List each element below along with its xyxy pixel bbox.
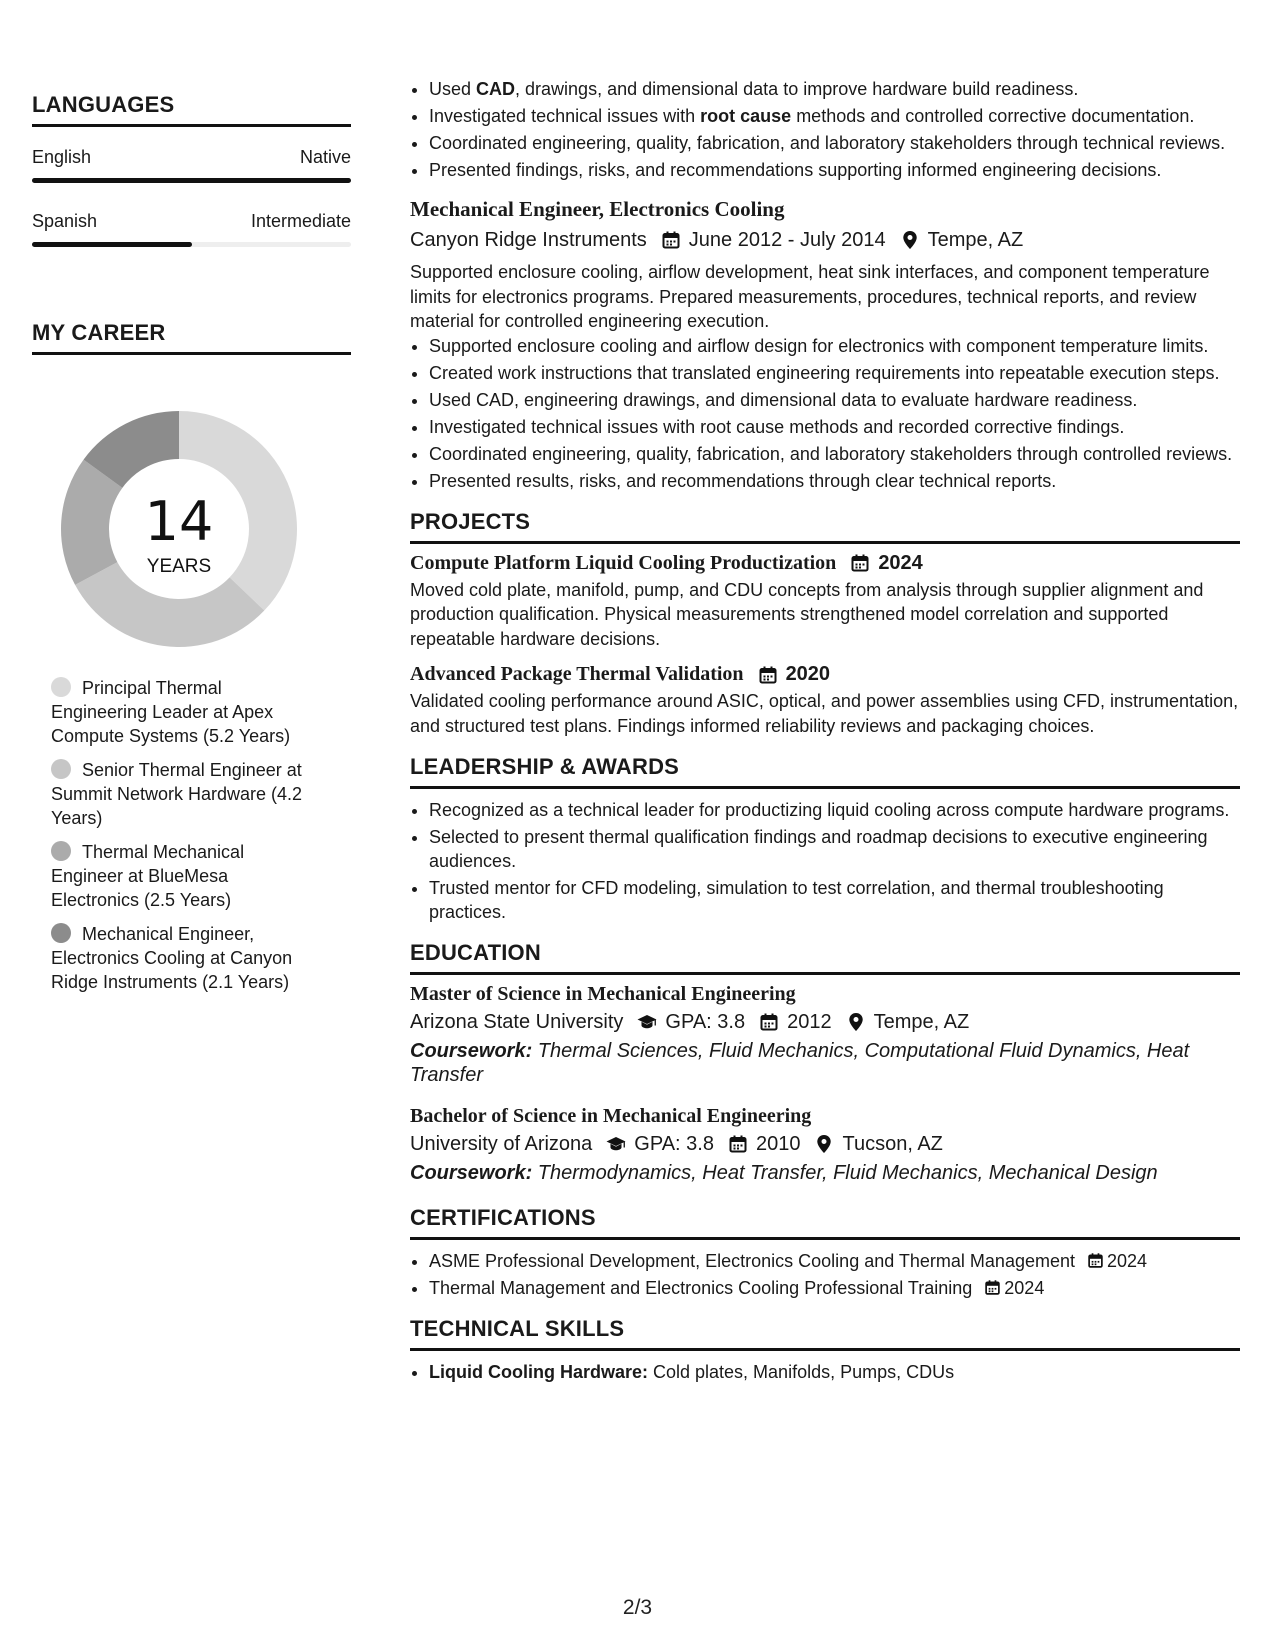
graduation-cap-icon	[637, 1012, 657, 1032]
education-item	[410, 1105, 1240, 1185]
list-item: • Investigated technical issues with root cause methods and recorded corrective findings.	[429, 415, 1240, 439]
project-year: 2020	[785, 663, 831, 685]
degree-title: Master of Science in Mechanical Engineering	[410, 983, 796, 1005]
legend-item	[32, 676, 312, 748]
calendar-icon	[661, 230, 681, 250]
graduation-year: 2010	[755, 1133, 801, 1155]
list-item: • Coordinated engineering, quality, fabrication, and laboratory stakeholders through technical reviews.	[429, 131, 1240, 155]
list-item: • Trusted mentor for CFD modeling, simulation to test correlation, and thermal troubleshooting practices.	[429, 876, 1240, 924]
school-location: Tempe, AZ	[873, 1011, 970, 1033]
career-total-unit: YEARS	[146, 556, 212, 577]
career-section	[32, 320, 351, 355]
education-item	[410, 983, 1240, 1087]
skills-section	[410, 1316, 1240, 1384]
list-item: • Used CAD, engineering drawings, and dimensional data to evaluate hardware readiness.	[429, 388, 1240, 412]
legend-swatch	[51, 759, 71, 779]
languages-section	[32, 92, 351, 247]
list-item: • Supported enclosure cooling and airflow design for electronics with component temperature limits.	[429, 334, 1240, 358]
coursework: Coursework: Thermal Sciences, Fluid Mechanics, Computational Fluid Dynamics, Heat Transfer	[410, 1040, 1190, 1086]
education-title: EDUCATION	[410, 940, 1240, 975]
legend-label: Senior Thermal Engineer at Summit Network Hardware (4.2 Years)	[51, 760, 303, 828]
main-content	[410, 77, 1240, 1387]
certification-name: ASME Professional Development, Electronics Cooling and Thermal Management	[429, 1251, 1075, 1271]
company-name: Canyon Ridge Instruments	[410, 229, 647, 251]
project-year: 2024	[878, 551, 923, 574]
language-level: Native	[299, 147, 351, 167]
project-name: Compute Platform Liquid Cooling Productization	[410, 551, 837, 574]
list-item: • Created work instructions that translated engineering requirements into repeatable execution steps.	[429, 361, 1240, 385]
list-item: • Coordinated engineering, quality, fabrication, and laboratory stakeholders through controlled reviews.	[429, 442, 1240, 466]
legend-swatch	[51, 677, 71, 697]
school-name: University of Arizona	[410, 1133, 593, 1155]
project-description: Validated cooling performance around ASIC, optical, and power assemblies using CFD, instrumentation, and structured test plans. Findings informed reliability reviews and packaging choices.	[410, 691, 1239, 736]
language-level-bar	[32, 178, 351, 183]
location-pin-icon	[900, 230, 920, 250]
certifications-title: CERTIFICATIONS	[410, 1205, 1240, 1240]
list-item	[429, 1276, 1240, 1300]
calendar-icon	[758, 665, 778, 685]
project-item	[410, 663, 1240, 738]
experience-continued-bullets	[410, 77, 1240, 182]
career-title: MY CAREER	[32, 320, 351, 355]
job-entry	[410, 197, 1240, 493]
gpa: GPA: 3.8	[665, 1011, 746, 1033]
legend-item	[32, 840, 312, 912]
projects-section	[410, 509, 1240, 739]
language-name: Spanish	[32, 211, 98, 231]
project-name: Advanced Package Thermal Validation	[410, 663, 744, 685]
leadership-bullets	[410, 798, 1240, 924]
certification-year: 2024	[1004, 1278, 1045, 1298]
language-item-spanish	[32, 211, 351, 247]
school-name: Arizona State University	[410, 1011, 624, 1033]
location-pin-icon	[846, 1012, 866, 1032]
leadership-section	[410, 754, 1240, 924]
certification-year: 2024	[1107, 1251, 1148, 1271]
job-meta	[410, 226, 1240, 254]
calendar-icon	[759, 1012, 779, 1032]
career-legend	[32, 676, 312, 1004]
education-section	[410, 940, 1240, 1185]
skill-category: Liquid Cooling Hardware:	[429, 1362, 648, 1382]
job-location: Tempe, AZ	[927, 229, 1024, 251]
project-description: Moved cold plate, manifold, pump, and CDU concepts from analysis through supplier alignment and production qualification. Physical measurements strengthened model correlation and supported repeatable hardware decisions.	[410, 579, 1204, 649]
skill-values: Cold plates, Manifolds, Pumps, CDUs	[648, 1362, 955, 1382]
list-item: • Recognized as a technical leader for productizing liquid cooling across compute hardware programs.	[429, 798, 1240, 822]
projects-title: PROJECTS	[410, 509, 1240, 544]
language-item-english	[32, 147, 351, 183]
project-item	[410, 552, 1240, 652]
page-indicator: 2/3	[622, 1596, 653, 1619]
legend-item	[32, 922, 312, 994]
certification-name: Thermal Management and Electronics Cooling Professional Training	[429, 1278, 973, 1298]
legend-label: Principal Thermal Engineering Leader at Apex Compute Systems (5.2 Years)	[51, 678, 291, 746]
location-pin-icon	[814, 1134, 834, 1154]
leadership-title: LEADERSHIP & AWARDS	[410, 754, 1240, 789]
language-level-bar	[32, 242, 351, 247]
calendar-icon	[850, 553, 870, 573]
degree-title: Bachelor of Science in Mechanical Engineering	[410, 1105, 812, 1127]
list-item	[429, 1249, 1240, 1273]
list-item	[429, 1360, 1240, 1384]
career-donut-chart	[54, 404, 304, 654]
list-item: • Investigated technical issues with root cause methods and controlled corrective documentation.	[429, 104, 1240, 128]
legend-item	[32, 758, 312, 830]
list-item: • Presented findings, risks, and recommendations supporting informed engineering decisions.	[429, 158, 1240, 182]
school-location: Tucson, AZ	[842, 1133, 943, 1155]
language-level: Intermediate	[250, 211, 351, 231]
legend-swatch	[51, 923, 71, 943]
skills-title: TECHNICAL SKILLS	[410, 1316, 1240, 1351]
job-dates: June 2012 - July 2014	[688, 229, 886, 251]
gpa: GPA: 3.8	[634, 1133, 714, 1155]
languages-title: LANGUAGES	[32, 92, 351, 127]
calendar-icon	[1087, 1252, 1104, 1269]
graduation-cap-icon	[606, 1134, 626, 1154]
calendar-icon	[984, 1279, 1001, 1296]
graduation-year: 2012	[787, 1011, 832, 1033]
list-item: • Presented results, risks, and recommendations through clear technical reports.	[429, 469, 1240, 493]
language-name: English	[32, 147, 92, 167]
skills-list	[410, 1360, 1240, 1384]
job-bullets	[410, 334, 1240, 493]
job-summary: Supported enclosure cooling, airflow development, heat sink interfaces, and component temperature limits for electronics programs. Prepared measurements, procedures, technical reports, and review material for controlled engineering execution.	[410, 262, 1210, 331]
certifications-section	[410, 1205, 1240, 1300]
coursework: Coursework: Thermodynamics, Heat Transfer, Fluid Mechanics, Mechanical Design	[410, 1162, 1158, 1184]
list-item: • Used CAD, drawings, and dimensional data to improve hardware build readiness.	[429, 77, 1240, 101]
job-title: Mechanical Engineer, Electronics Cooling	[410, 197, 785, 221]
list-item: • Selected to present thermal qualification findings and roadmap decisions to executive engineering audiences.	[429, 825, 1240, 873]
legend-label: Thermal Mechanical Engineer at BlueMesa Electronics (2.5 Years)	[51, 842, 245, 910]
career-total-years: 14	[144, 490, 214, 553]
calendar-icon	[728, 1134, 748, 1154]
legend-swatch	[51, 841, 71, 861]
certifications-list	[410, 1249, 1240, 1300]
legend-label: Mechanical Engineer, Electronics Cooling at Canyon Ridge Instruments (2.1 Years)	[51, 924, 293, 992]
